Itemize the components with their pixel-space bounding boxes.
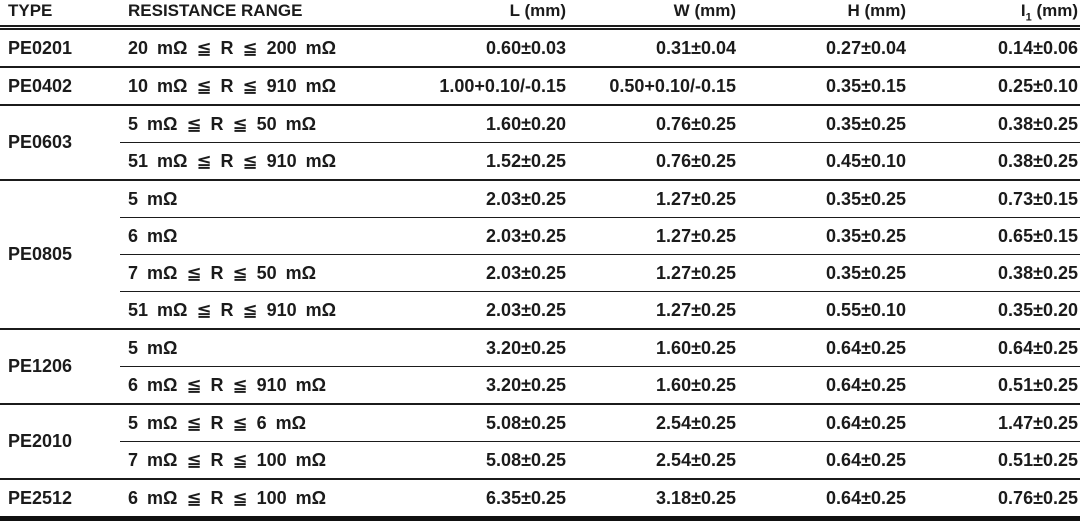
- l-value-cell: 2.03±0.25: [400, 218, 575, 255]
- type-cell: PE2512: [0, 479, 120, 519]
- w-value-cell: 0.76±0.25: [575, 105, 745, 143]
- l-value-cell: 2.03±0.25: [400, 180, 575, 218]
- type-cell: PE2010: [0, 404, 120, 479]
- w-value-cell: 0.31±0.04: [575, 28, 745, 68]
- col-header-length: L (mm): [400, 0, 575, 28]
- l-value-cell: 5.08±0.25: [400, 442, 575, 480]
- h-value-cell: 0.64±0.25: [745, 404, 915, 442]
- resistance-range-cell: 7 mΩ ≦ R ≦ 50 mΩ: [120, 255, 400, 292]
- w-value-cell: 1.27±0.25: [575, 218, 745, 255]
- table-row: [0, 28, 1080, 68]
- table-row: [0, 67, 1080, 105]
- w-value-cell: 1.27±0.25: [575, 255, 745, 292]
- w-value-cell: 0.50+0.10/-0.15: [575, 67, 745, 105]
- h-value-cell: 0.55±0.10: [745, 292, 915, 330]
- w-value-cell: 1.27±0.25: [575, 180, 745, 218]
- i1-value-cell: 0.65±0.15: [915, 218, 1080, 255]
- i1-unit: (mm): [1036, 1, 1078, 20]
- l-value-cell: 2.03±0.25: [400, 255, 575, 292]
- i1-value-cell: 1.47±0.25: [915, 404, 1080, 442]
- i1-value-cell: 0.64±0.25: [915, 329, 1080, 367]
- resistance-range-cell: 6 mΩ ≦ R ≦ 910 mΩ: [120, 367, 400, 405]
- table-row: [0, 404, 1080, 442]
- i1-subscript: 1: [1025, 11, 1032, 24]
- i1-symbol: I: [1020, 1, 1026, 20]
- h-value-cell: 0.35±0.25: [745, 255, 915, 292]
- table-row: [0, 292, 1080, 330]
- w-value-cell: 1.60±0.25: [575, 367, 745, 405]
- type-cell: PE0402: [0, 67, 120, 105]
- l-value-cell: 3.20±0.25: [400, 367, 575, 405]
- h-value-cell: 0.64±0.25: [745, 479, 915, 519]
- l-value-cell: 6.35±0.25: [400, 479, 575, 519]
- l-value-cell: 0.60±0.03: [400, 28, 575, 68]
- w-value-cell: 1.27±0.25: [575, 292, 745, 330]
- i1-value-cell: 0.38±0.25: [915, 255, 1080, 292]
- h-value-cell: 0.35±0.25: [745, 180, 915, 218]
- i1-value-cell: 0.25±0.10: [915, 67, 1080, 105]
- table-row: [0, 255, 1080, 292]
- resistance-range-cell: 7 mΩ ≦ R ≦ 100 mΩ: [120, 442, 400, 480]
- resistance-range-cell: 10 mΩ ≦ R ≦ 910 mΩ: [120, 67, 400, 105]
- resistance-range-cell: 5 mΩ ≦ R ≦ 50 mΩ: [120, 105, 400, 143]
- i1-value-cell: 0.14±0.06: [915, 28, 1080, 68]
- h-value-cell: 0.35±0.25: [745, 105, 915, 143]
- resistance-range-cell: 51 mΩ ≦ R ≦ 910 mΩ: [120, 292, 400, 330]
- i1-value-cell: 0.38±0.25: [915, 143, 1080, 181]
- h-value-cell: 0.64±0.25: [745, 442, 915, 480]
- resistance-range-cell: 5 mΩ ≦ R ≦ 6 mΩ: [120, 404, 400, 442]
- col-header-terminal-length: [915, 0, 1080, 28]
- resistance-range-cell: 20 mΩ ≦ R ≦ 200 mΩ: [120, 28, 400, 68]
- w-value-cell: 1.60±0.25: [575, 329, 745, 367]
- table-row: [0, 367, 1080, 405]
- w-value-cell: 2.54±0.25: [575, 404, 745, 442]
- table-row: [0, 329, 1080, 367]
- table-row: [0, 105, 1080, 143]
- w-value-cell: 3.18±0.25: [575, 479, 745, 519]
- col-header-resistance-range: RESISTANCE RANGE: [120, 0, 400, 28]
- w-value-cell: 2.54±0.25: [575, 442, 745, 480]
- resistance-range-cell: 51 mΩ ≦ R ≦ 910 mΩ: [120, 143, 400, 181]
- h-value-cell: 0.35±0.25: [745, 218, 915, 255]
- type-cell: PE1206: [0, 329, 120, 404]
- type-cell: PE0805: [0, 180, 120, 329]
- i1-value-cell: 0.51±0.25: [915, 367, 1080, 405]
- table-row: [0, 180, 1080, 218]
- resistance-range-cell: 6 mΩ ≦ R ≦ 100 mΩ: [120, 479, 400, 519]
- col-header-type: TYPE: [0, 0, 120, 28]
- l-value-cell: 3.20±0.25: [400, 329, 575, 367]
- type-cell: PE0201: [0, 28, 120, 68]
- table-row: [0, 479, 1080, 519]
- resistance-range-cell: 6 mΩ: [120, 218, 400, 255]
- h-value-cell: 0.27±0.04: [745, 28, 915, 68]
- l-value-cell: 1.52±0.25: [400, 143, 575, 181]
- l-value-cell: 2.03±0.25: [400, 292, 575, 330]
- w-value-cell: 0.76±0.25: [575, 143, 745, 181]
- table-row: [0, 143, 1080, 181]
- type-cell: PE0603: [0, 105, 120, 180]
- i1-value-cell: 0.35±0.20: [915, 292, 1080, 330]
- col-header-width: W (mm): [575, 0, 745, 28]
- h-value-cell: 0.64±0.25: [745, 329, 915, 367]
- table-header-row: [0, 0, 1080, 28]
- h-value-cell: 0.64±0.25: [745, 367, 915, 405]
- h-value-cell: 0.45±0.10: [745, 143, 915, 181]
- i1-value-cell: 0.73±0.15: [915, 180, 1080, 218]
- col-header-height: H (mm): [745, 0, 915, 28]
- h-value-cell: 0.35±0.15: [745, 67, 915, 105]
- l-value-cell: 5.08±0.25: [400, 404, 575, 442]
- table-row: [0, 218, 1080, 255]
- i1-value-cell: 0.51±0.25: [915, 442, 1080, 480]
- i1-value-cell: 0.38±0.25: [915, 105, 1080, 143]
- resistance-range-cell: 5 mΩ: [120, 329, 400, 367]
- table-row: [0, 442, 1080, 480]
- resistance-range-cell: 5 mΩ: [120, 180, 400, 218]
- l-value-cell: 1.60±0.20: [400, 105, 575, 143]
- i1-value-cell: 0.76±0.25: [915, 479, 1080, 519]
- l-value-cell: 1.00+0.10/-0.15: [400, 67, 575, 105]
